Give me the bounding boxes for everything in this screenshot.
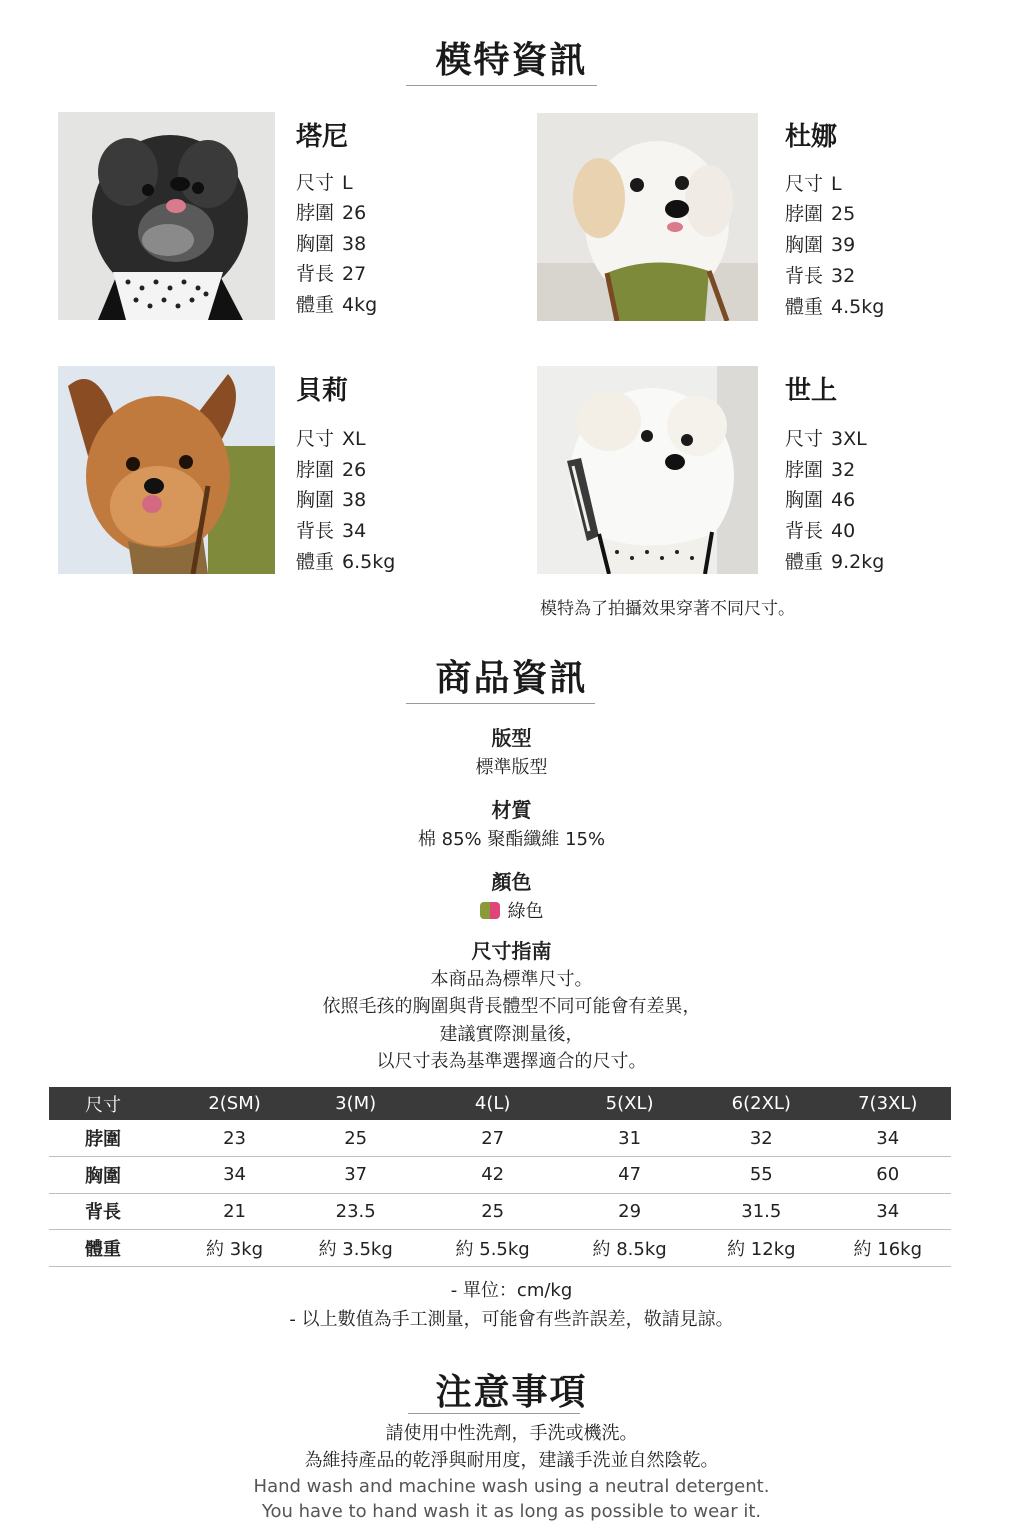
table-cell: 29	[561, 1193, 698, 1230]
model-spec-chest: 胸圍 39	[785, 234, 856, 256]
table-cell: 25	[424, 1193, 561, 1230]
table-cell: 27	[424, 1120, 561, 1157]
model-spec-back: 背長 27	[296, 263, 367, 285]
table-cell: 約 12kg	[698, 1230, 824, 1267]
header-cell: 3(M)	[287, 1087, 424, 1120]
model-spec-neck: 脖圍 26	[296, 202, 367, 224]
model-spec-weight: 體重 6.5kg	[296, 551, 396, 573]
model-spec-neck: 脖圍 25	[785, 203, 856, 225]
material-label: 材質	[491, 798, 532, 822]
table-cell: 約 3.5kg	[287, 1230, 424, 1267]
model-size-note: 模特為了拍攝效果穿著不同尺寸。	[540, 599, 795, 619]
model-name: 世上	[785, 376, 838, 406]
size-guide-label: 尺寸指南	[471, 939, 552, 963]
table-cell: 42	[424, 1157, 561, 1194]
model-name: 杜娜	[785, 122, 838, 152]
row-label: 脖圍	[49, 1120, 182, 1157]
row-label: 背長	[49, 1193, 182, 1230]
model-name: 貝莉	[296, 376, 349, 406]
model-photo-3	[58, 366, 275, 574]
model-spec-back: 背長 32	[785, 265, 856, 287]
color-label: 顏色	[491, 870, 532, 894]
table-row	[49, 1230, 951, 1267]
model-spec-neck: 脖圍 32	[785, 459, 856, 481]
model-spec-back: 背長 40	[785, 520, 856, 542]
size-table	[49, 1087, 951, 1267]
table-cell: 23	[182, 1120, 287, 1157]
notice-line: 請使用中性洗劑，手洗或機洗。	[385, 1423, 638, 1444]
measure-note: - 以上數值為手工測量，可能會有些許誤差，敬請見諒。	[289, 1309, 734, 1330]
table-cell: 34	[825, 1193, 951, 1230]
model-spec-size: 尺寸 L	[296, 172, 353, 194]
table-cell: 31	[561, 1120, 698, 1157]
table-cell: 21	[182, 1193, 287, 1230]
header-cell: 2(SM)	[182, 1087, 287, 1120]
color-value-row	[0, 897, 1023, 923]
notice-line: 為維持產品的乾淨與耐用度，建議手洗並自然陰乾。	[304, 1450, 719, 1471]
model-spec-back: 背長 34	[296, 520, 367, 542]
table-row	[49, 1157, 951, 1194]
size-guide-line: 以尺寸表為基準選擇適合的尺寸。	[376, 1051, 647, 1072]
size-guide-line: 建議實際測量後，	[439, 1024, 584, 1045]
header-cell: 6(2XL)	[698, 1087, 824, 1120]
notice-section-title: 注意事項	[435, 1372, 588, 1413]
notice-line-en: Hand wash and machine wash using a neutral detergent.	[253, 1476, 770, 1497]
model-photo-1	[58, 112, 275, 320]
notice-line-en: You have to hand wash it as long as possible to wear it.	[261, 1501, 762, 1522]
model-spec-weight: 體重 9.2kg	[785, 551, 885, 573]
model-spec-chest: 胸圍 38	[296, 489, 367, 511]
material-value: 棉 85% 聚酯纖維 15%	[417, 829, 606, 850]
size-guide-line: 本商品為標準尺寸。	[430, 969, 593, 990]
table-cell: 約 3kg	[182, 1230, 287, 1267]
table-cell: 60	[825, 1157, 951, 1194]
color-swatch-icon	[480, 902, 500, 919]
model-spec-weight: 體重 4kg	[296, 294, 378, 316]
notice-title-underline	[408, 1413, 580, 1414]
table-cell: 約 5.5kg	[424, 1230, 561, 1267]
model-spec-size: 尺寸 XL	[296, 428, 366, 450]
model-spec-size: 尺寸 3XL	[785, 428, 867, 450]
unit-note: - 單位：cm/kg	[450, 1280, 573, 1301]
row-label: 體重	[49, 1230, 182, 1267]
size-guide-line: 依照毛孩的胸圍與背長體型不同可能會有差異，	[322, 996, 701, 1017]
model-spec-neck: 脖圍 26	[296, 459, 367, 481]
table-row	[49, 1120, 951, 1157]
table-cell: 55	[698, 1157, 824, 1194]
header-cell: 5(XL)	[561, 1087, 698, 1120]
table-cell: 23.5	[287, 1193, 424, 1230]
table-row	[49, 1193, 951, 1230]
fit-value: 標準版型	[475, 757, 548, 778]
model-photo-4	[537, 366, 758, 574]
model-spec-chest: 胸圍 38	[296, 233, 367, 255]
color-value: 綠色	[507, 901, 544, 922]
fit-label: 版型	[491, 726, 532, 750]
row-label: 胸圍	[49, 1157, 182, 1194]
table-cell: 25	[287, 1120, 424, 1157]
model-photo-2	[537, 113, 758, 321]
table-cell: 34	[182, 1157, 287, 1194]
table-cell: 37	[287, 1157, 424, 1194]
table-cell: 47	[561, 1157, 698, 1194]
header-cell: 4(L)	[424, 1087, 561, 1120]
table-cell: 約 16kg	[825, 1230, 951, 1267]
model-section-title: 模特資訊	[435, 40, 588, 81]
table-cell: 34	[825, 1120, 951, 1157]
table-cell: 約 8.5kg	[561, 1230, 698, 1267]
model-title-underline	[406, 85, 597, 86]
model-spec-weight: 體重 4.5kg	[785, 296, 885, 318]
header-cell: 尺寸	[49, 1087, 182, 1120]
size-table-header	[49, 1087, 951, 1120]
model-spec-chest: 胸圍 46	[785, 489, 856, 511]
product-section-title: 商品資訊	[435, 658, 588, 699]
model-spec-size: 尺寸 L	[785, 173, 842, 195]
header-cell: 7(3XL)	[825, 1087, 951, 1120]
product-title-underline	[406, 703, 595, 704]
table-cell: 32	[698, 1120, 824, 1157]
table-cell: 31.5	[698, 1193, 824, 1230]
model-name: 塔尼	[296, 122, 349, 152]
